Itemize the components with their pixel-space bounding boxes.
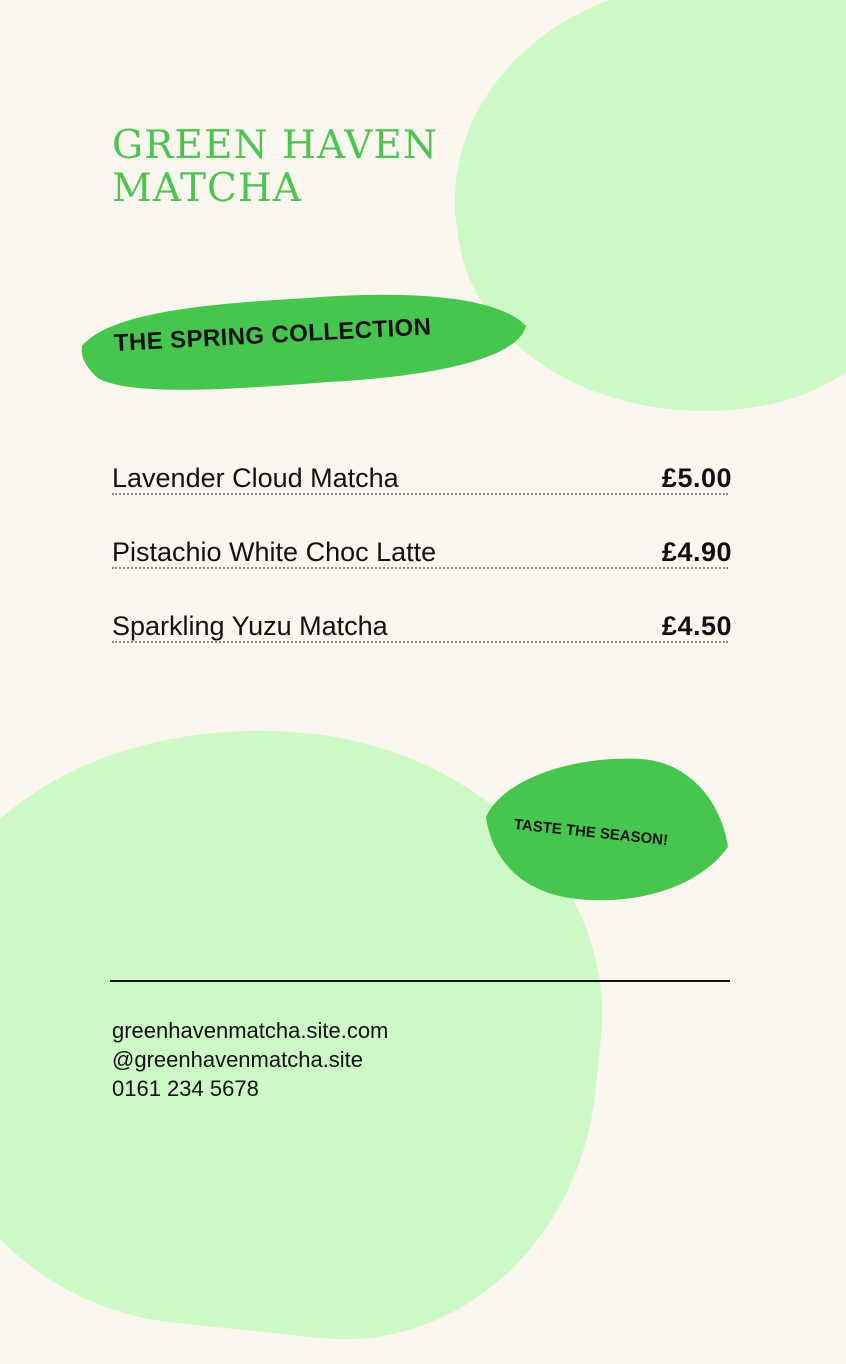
menu-item-price: £4.50	[661, 611, 732, 641]
menu-item-name: Pistachio White Choc Latte	[112, 537, 437, 567]
season-badge	[482, 755, 730, 905]
dotted-divider	[112, 567, 728, 569]
footer-divider	[110, 980, 730, 982]
phone-number[interactable]: 0161 234 5678	[112, 1076, 259, 1101]
menu-item-price: £5.00	[661, 463, 732, 493]
collection-banner	[78, 286, 530, 396]
brand-title	[112, 124, 492, 210]
brand-title-line-1: GREEN HAVEN	[112, 123, 438, 168]
menu-item	[112, 460, 732, 534]
menu-list	[112, 460, 732, 682]
website-link[interactable]: greenhavenmatcha.site.com	[112, 1018, 389, 1043]
brand-title-line-2: MATCHA	[112, 166, 302, 211]
menu-item-name: Sparkling Yuzu Matcha	[112, 611, 388, 641]
menu-item-name: Lavender Cloud Matcha	[112, 463, 399, 493]
banner-text: THE SPRING COLLECTION	[113, 313, 432, 357]
dotted-divider	[112, 641, 728, 643]
badge-text: TASTE THE SEASON!	[513, 816, 669, 850]
contact-info	[112, 1016, 388, 1103]
menu-item	[112, 608, 732, 682]
social-handle[interactable]: @greenhavenmatcha.site	[112, 1047, 364, 1072]
menu-item-price: £4.90	[661, 537, 732, 567]
dotted-divider	[112, 493, 728, 495]
menu-item	[112, 534, 732, 608]
